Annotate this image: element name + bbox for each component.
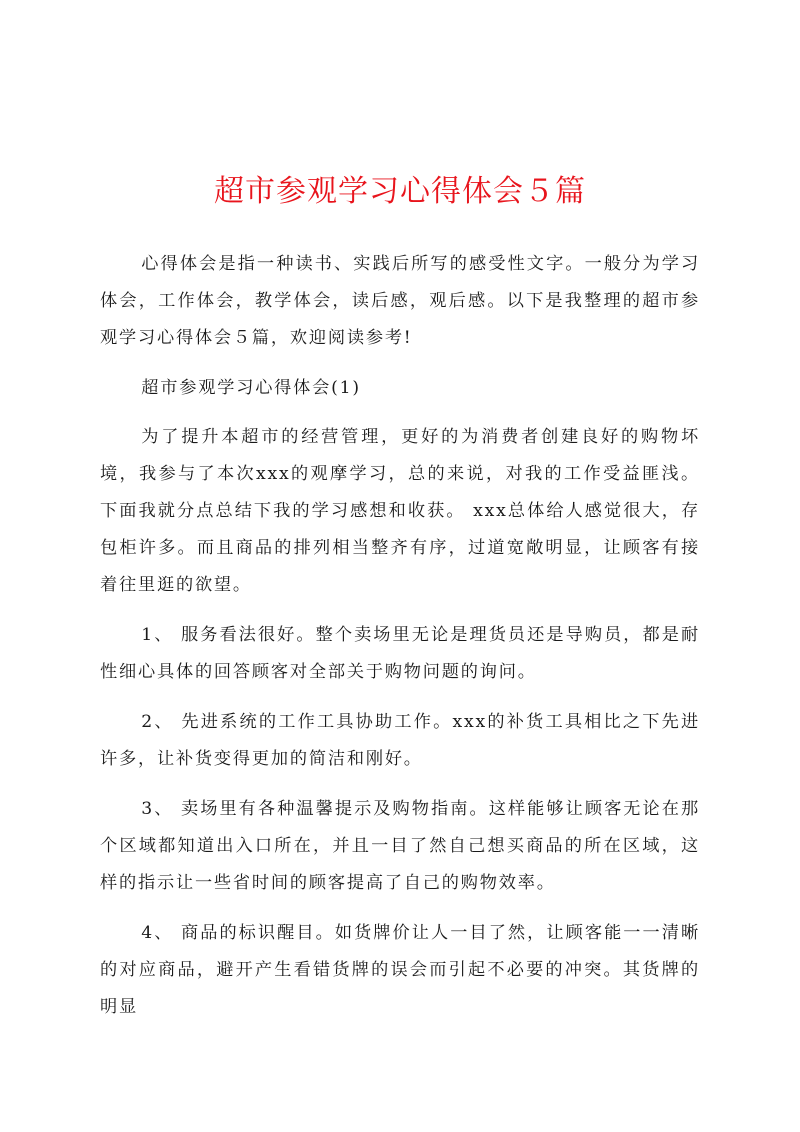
body-paragraph: 为了提升本超市的经营管理，更好的为消费者创建良好的购物坏境，我参与了本次xxx的观摩学习，总的来说，对我的工作受益匪浅。下面我就分点总结下我的学习感想和收获。 xxx总体给人感觉很大，存包柜许多。而且商品的排列相当整齐有序，过道宽敞明显，让顾客有接着往里逛的欲望。: [100, 427, 700, 595]
list-item-1: 1、 服务看法很好。整个卖场里无论是理货员还是导购员，都是耐性细心具体的回答顾客对全部关于购物问题的询问。: [100, 625, 700, 682]
list-item-3: 3、 卖场里有各种温馨提示及购物指南。这样能够让顾客无论在那个区域都知道出入口所在，并且一目了然自己想买商品的所在区域，这样的指示让一些省时间的顾客提高了自己的购物效率。: [100, 799, 700, 893]
section-heading: 超市参观学习心得体会(1): [141, 378, 361, 398]
intro-paragraph: 心得体会是指一种读书、实践后所写的感受性文字。一般分为学习体会，工作体会，教学体会，读后感，观后感。以下是我整理的超市参观学习心得体会５篇，欢迎阅读参考!: [100, 254, 700, 348]
list-item-2: 2、 先进系统的工作工具协助工作。xxx的补货工具相比之下先进许多，让补货变得更加的简洁和刚好。: [100, 712, 700, 769]
page-title: 超市参观学习心得体会５篇: [214, 174, 586, 209]
list-item-4: 4、 商品的标识醒目。如货牌价让人一目了然，让顾客能一一清晰的对应商品，避开产生看错货牌的误会而引起不必要的冲突。其货牌的明显: [100, 923, 700, 1017]
